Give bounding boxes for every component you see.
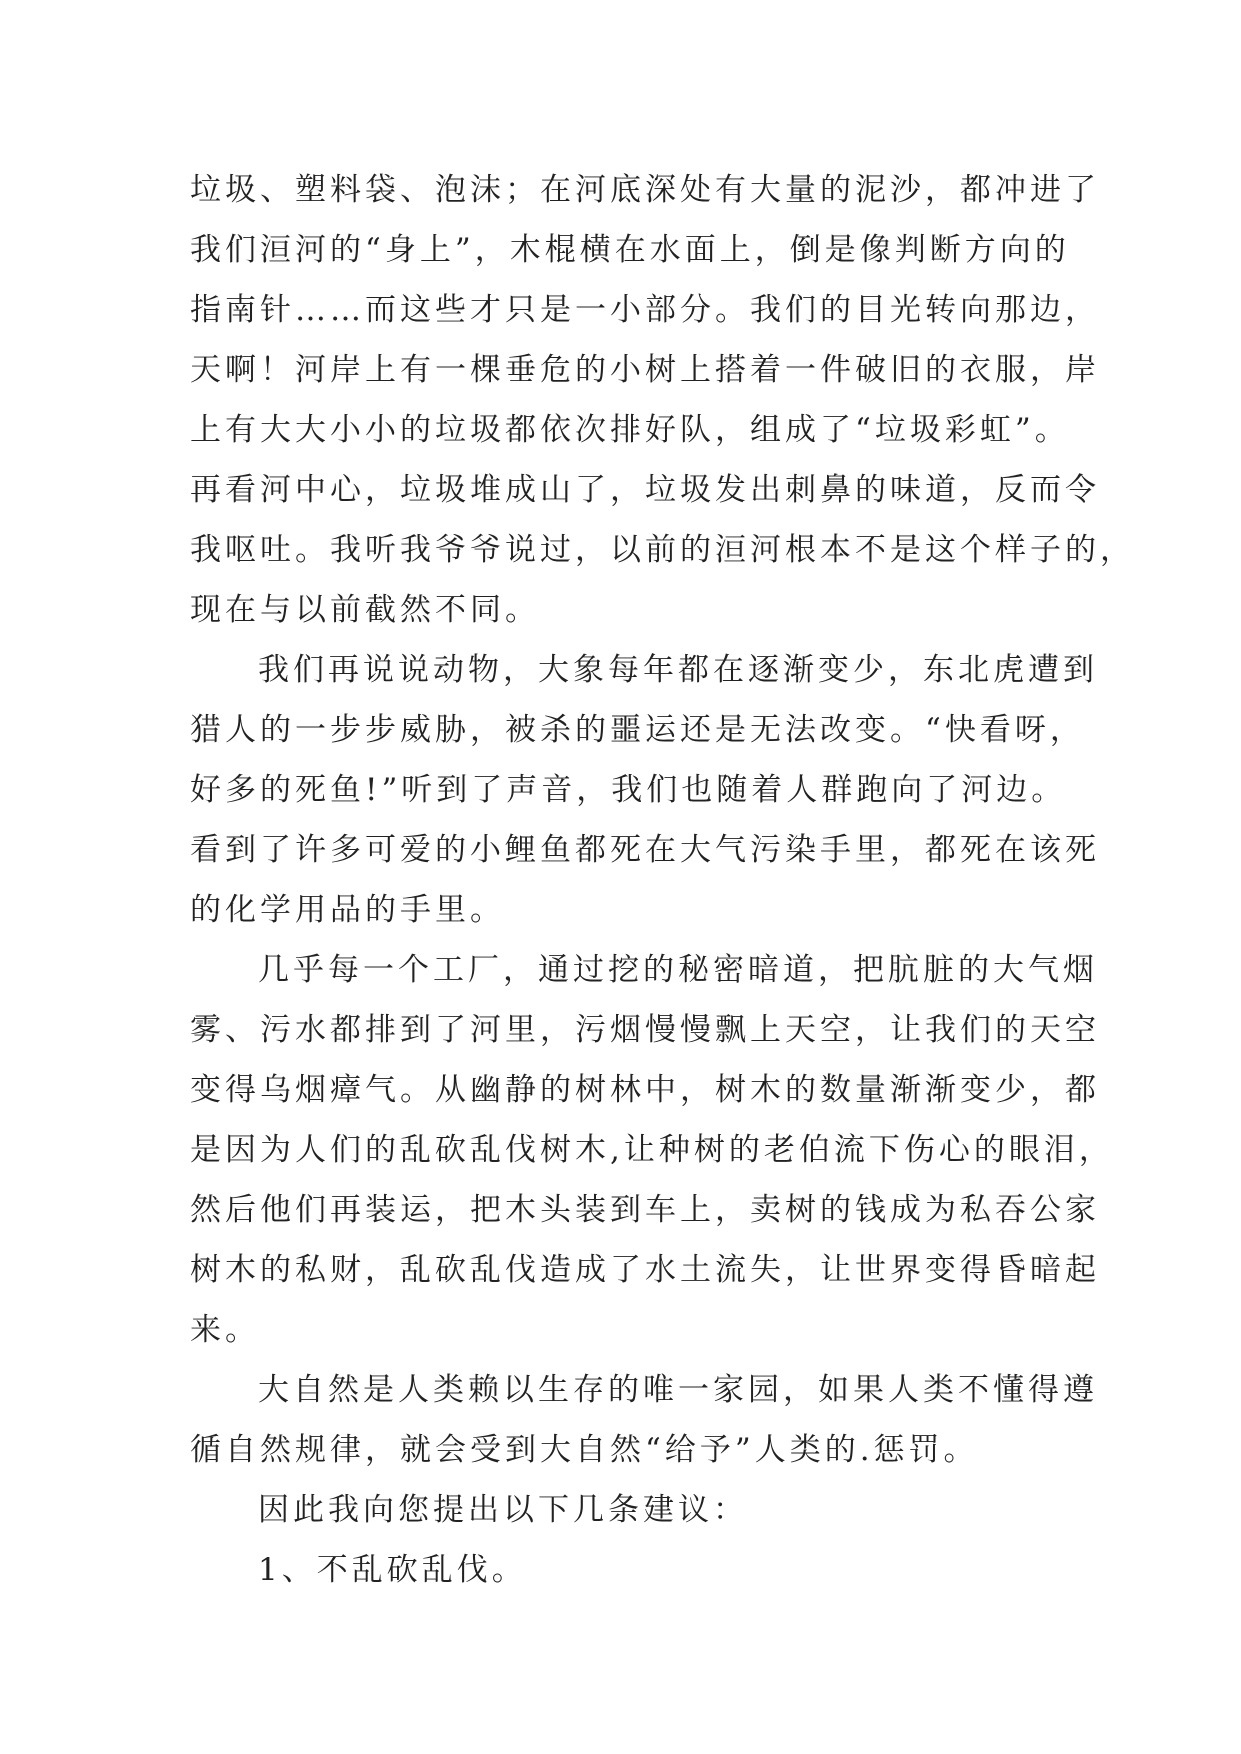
text-line: 因此我向您提出以下几条建议： bbox=[258, 1492, 748, 1528]
text-line: 垃圾、塑料袋、泡沫；在河底深处有大量的泥沙，都冲进了 bbox=[190, 172, 1100, 208]
text-line: 然后他们再装运，把木头装到车上，卖树的钱成为私吞公家 bbox=[190, 1192, 1100, 1228]
text-line: 再看河中心，垃圾堆成山了，垃圾发出刺鼻的味道，反而令 bbox=[190, 472, 1100, 508]
text-line: 循自然规律，就会受到大自然“给予”人类的.惩罚。 bbox=[190, 1432, 979, 1468]
text-line: 现在与以前截然不同。 bbox=[190, 592, 540, 628]
text-line: 我们再说说动物，大象每年都在逐渐变少，东北虎遭到 bbox=[258, 652, 1098, 688]
text-line: 猎人的一步步威胁，被杀的噩运还是无法改变。“快看呀， bbox=[190, 712, 1085, 748]
text-line: 我们洹河的“身上”，木棍横在水面上，倒是像判断方向的 bbox=[190, 232, 1070, 268]
text-line: 上有大大小小的垃圾都依次排好队，组成了“垃圾彩虹”。 bbox=[190, 412, 1070, 448]
text-line: 的化学用品的手里。 bbox=[190, 892, 505, 928]
text-line: 几乎每一个工厂，通过挖的秘密暗道，把肮脏的大气烟 bbox=[258, 952, 1098, 988]
body-text bbox=[190, 160, 1135, 1600]
text-line: 树木的私财，乱砍乱伐造成了水土流失，让世界变得昏暗起 bbox=[190, 1252, 1100, 1288]
text-line: 是因为人们的乱砍乱伐树木,让种树的老伯流下伤心的眼泪， bbox=[190, 1132, 1114, 1168]
text-line: 指南针……而这些才只是一小部分。我们的目光转向那边， bbox=[190, 292, 1100, 328]
text-line: 好多的死鱼!”听到了声音，我们也随着人群跑向了河边。 bbox=[190, 772, 1067, 808]
text-line: 变得乌烟瘴气。从幽静的树林中，树木的数量渐渐变少，都 bbox=[190, 1072, 1100, 1108]
text-line: 看到了许多可爱的小鲤鱼都死在大气污染手里，都死在该死 bbox=[190, 832, 1100, 868]
text-line: 1、不乱砍乱伐。 bbox=[258, 1552, 527, 1588]
text-line: 天啊！河岸上有一棵垂危的小树上搭着一件破旧的衣服，岸 bbox=[190, 352, 1100, 388]
text-line: 雾、污水都排到了河里，污烟慢慢飘上天空，让我们的天空 bbox=[190, 1012, 1100, 1048]
text-line: 我呕吐。我听我爷爷说过，以前的洹河根本不是这个样子的， bbox=[190, 532, 1135, 568]
text-line: 大自然是人类赖以生存的唯一家园，如果人类不懂得遵 bbox=[258, 1372, 1098, 1408]
text-line: 来。 bbox=[190, 1312, 260, 1348]
